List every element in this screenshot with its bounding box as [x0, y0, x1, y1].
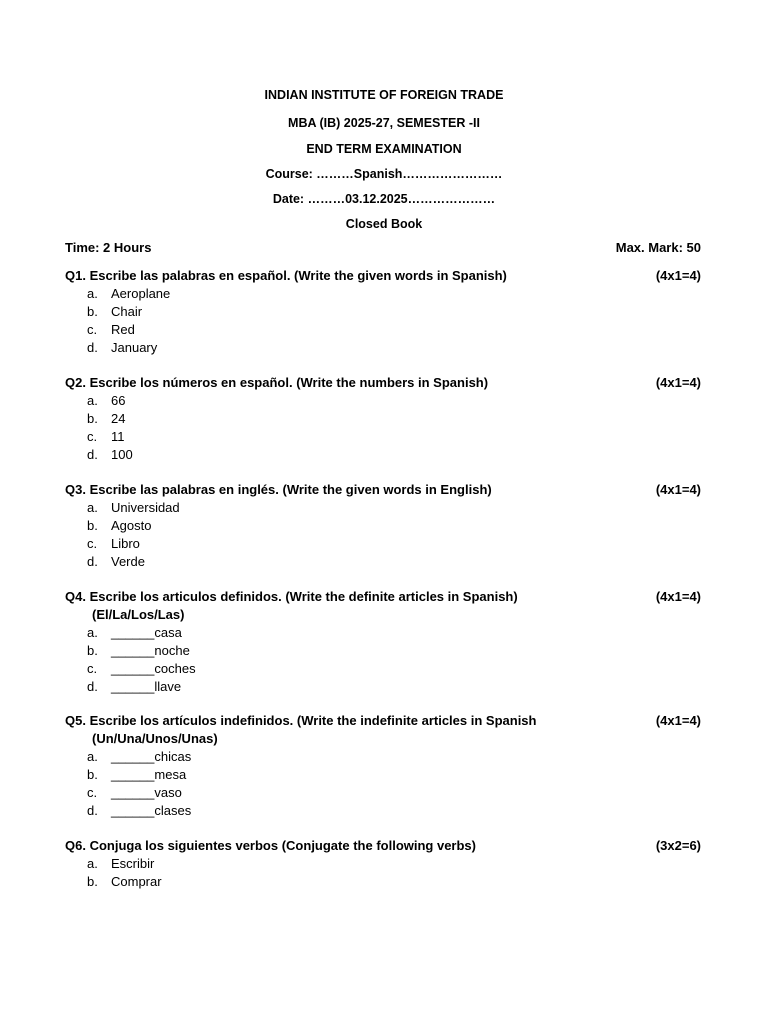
question-3	[65, 481, 701, 571]
option-text: ______vaso	[111, 785, 182, 800]
option-text: 100	[111, 447, 133, 462]
option-label: b.	[87, 304, 98, 319]
option-item	[65, 446, 701, 464]
option-text: Red	[111, 322, 135, 337]
option-text: ______chicas	[111, 749, 192, 764]
option-item	[65, 535, 701, 553]
program-title: MBA (IB) 2025-27, SEMESTER -II	[288, 116, 480, 130]
course-line: Course: ………Spanish……………………	[265, 167, 503, 181]
option-item	[65, 303, 701, 321]
question-text: Q5. Escribe los artículos indefinidos. (Write the indefinite articles in Spanish	[65, 713, 537, 728]
option-text: ______clases	[111, 803, 192, 818]
question-text: Q4. Escribe los articulos definidos. (Write the definite articles in Spanish)	[65, 589, 518, 604]
option-text: Aeroplane	[111, 286, 171, 301]
question-5	[65, 712, 701, 820]
exam-meta	[65, 240, 701, 255]
option-item	[65, 660, 701, 678]
option-label: b.	[87, 874, 98, 889]
question-text: Q1. Escribe las palabras en español. (Write the given words in Spanish)	[65, 268, 507, 283]
option-item	[65, 285, 701, 303]
option-text: ______casa	[111, 625, 182, 640]
question-subtext: (Un/Una/Unos/Unas)	[92, 731, 218, 746]
option-item	[65, 766, 701, 784]
max-mark-label: Max. Mark: 50	[615, 240, 701, 255]
question-marks: (4x1=4)	[655, 713, 701, 728]
question-marks: (4x1=4)	[655, 268, 701, 283]
option-item	[65, 428, 701, 446]
institute-title: INDIAN INSTITUTE OF FOREIGN TRADE	[264, 88, 504, 102]
question-subtext: (El/La/Los/Las)	[92, 607, 185, 622]
question-marks: (4x1=4)	[655, 375, 701, 390]
option-item	[65, 642, 701, 660]
option-label: c.	[87, 785, 98, 800]
option-label: a.	[87, 749, 98, 764]
option-label: d.	[87, 554, 98, 569]
question-text: Q6. Conjuga los siguientes verbos (Conjugate the following verbs)	[65, 838, 476, 853]
exam-title: END TERM EXAMINATION	[306, 142, 462, 156]
question-4	[65, 588, 701, 696]
question-marks: (3x2=6)	[655, 838, 701, 853]
option-label: c.	[87, 429, 98, 444]
option-label: c.	[87, 322, 98, 337]
option-label: b.	[87, 643, 98, 658]
option-text: Verde	[111, 554, 145, 569]
option-item	[65, 784, 701, 802]
option-label: b.	[87, 411, 98, 426]
option-item	[65, 553, 701, 571]
question-marks: (4x1=4)	[655, 482, 701, 497]
option-label: a.	[87, 625, 98, 640]
option-item	[65, 748, 701, 766]
question-1	[65, 267, 701, 357]
question-marks: (4x1=4)	[655, 589, 701, 604]
option-text: 66	[111, 393, 126, 408]
question-text: Q2. Escribe los números en español. (Write the numbers in Spanish)	[65, 375, 489, 390]
question-6	[65, 837, 701, 891]
option-item	[65, 339, 701, 357]
option-label: d.	[87, 679, 98, 694]
option-label: b.	[87, 767, 98, 782]
option-label: d.	[87, 447, 98, 462]
option-label: a.	[87, 393, 98, 408]
question-header	[65, 267, 701, 285]
option-text: 11	[111, 429, 125, 444]
date-line: Date: ………03.12.2025…………………	[272, 192, 496, 206]
option-text: ______mesa	[111, 767, 187, 782]
option-label: c.	[87, 536, 98, 551]
question-header	[65, 374, 701, 392]
option-label: a.	[87, 856, 98, 871]
option-text: ______noche	[111, 643, 190, 658]
option-label: d.	[87, 803, 98, 818]
option-item	[65, 873, 701, 891]
option-item	[65, 392, 701, 410]
question-text: Q3. Escribe las palabras en inglés. (Write the given words in English)	[65, 482, 492, 497]
option-item	[65, 678, 701, 696]
closed-book-label: Closed Book	[345, 217, 423, 231]
option-text: Agosto	[111, 518, 152, 533]
option-label: d.	[87, 340, 98, 355]
option-item	[65, 624, 701, 642]
option-text: Chair	[111, 304, 143, 319]
option-label: a.	[87, 286, 98, 301]
option-text: ______llave	[111, 679, 182, 694]
option-item	[65, 410, 701, 428]
option-label: b.	[87, 518, 98, 533]
option-text: 24	[111, 411, 126, 426]
question-header	[65, 588, 701, 606]
option-text: Universidad	[111, 500, 180, 515]
option-text: Comprar	[111, 874, 162, 889]
option-text: Escribir	[111, 856, 155, 871]
time-label: Time: 2 Hours	[65, 240, 152, 255]
option-label: c.	[87, 661, 98, 676]
option-item	[65, 499, 701, 517]
option-item	[65, 802, 701, 820]
option-text: Libro	[111, 536, 140, 551]
option-item	[65, 321, 701, 339]
question-header	[65, 481, 701, 499]
option-label: a.	[87, 500, 98, 515]
question-header	[65, 837, 701, 855]
question-2	[65, 374, 701, 464]
option-text: January	[111, 340, 158, 355]
option-text: ______coches	[111, 661, 196, 676]
question-header	[65, 712, 701, 730]
option-item	[65, 517, 701, 535]
option-item	[65, 855, 701, 873]
